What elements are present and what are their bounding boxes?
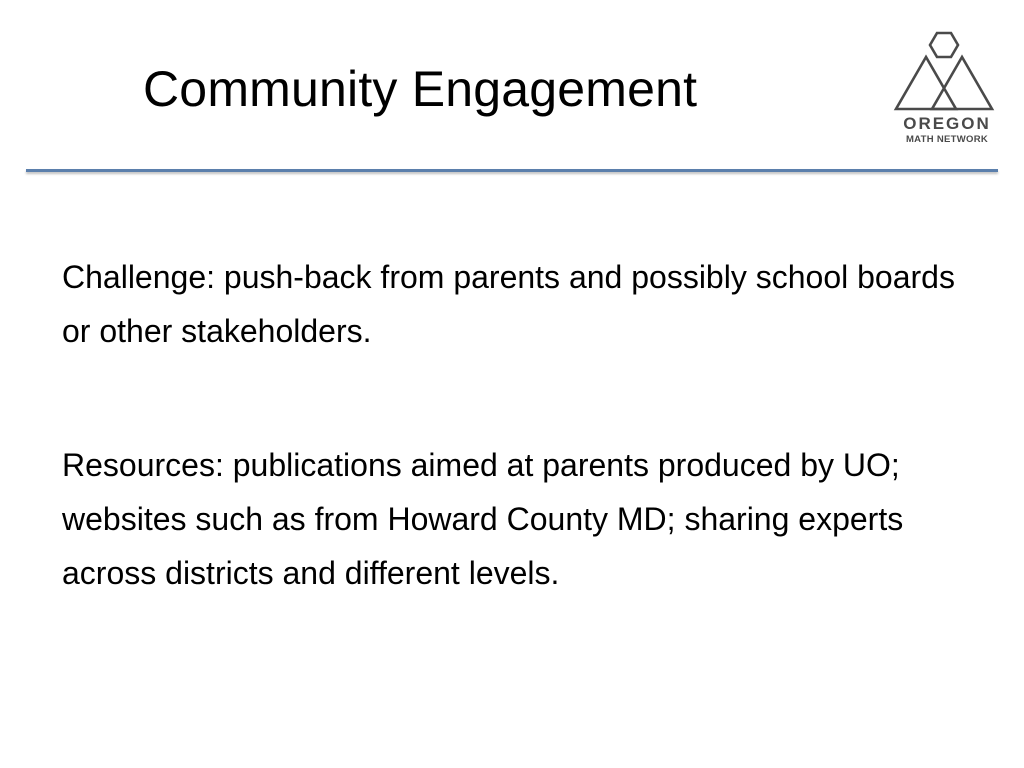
triangles-hexagon-icon [883, 30, 1011, 114]
logo-subtitle: MATH NETWORK [905, 134, 989, 145]
body-paragraph-challenge: Challenge: push-back from parents and possibly school boards or other stakeholders. [62, 259, 955, 349]
logo-wordmark: OREGON [903, 114, 991, 133]
slide-title: Community Engagement [143, 61, 698, 117]
oregon-math-network-logo [883, 30, 1011, 154]
title-divider [26, 169, 998, 172]
slide-body [62, 250, 972, 600]
body-paragraph-resources: Resources: publications aimed at parents produced by UO; websites such as from Howard County MD; sharing experts across districts and different levels. [62, 447, 904, 591]
